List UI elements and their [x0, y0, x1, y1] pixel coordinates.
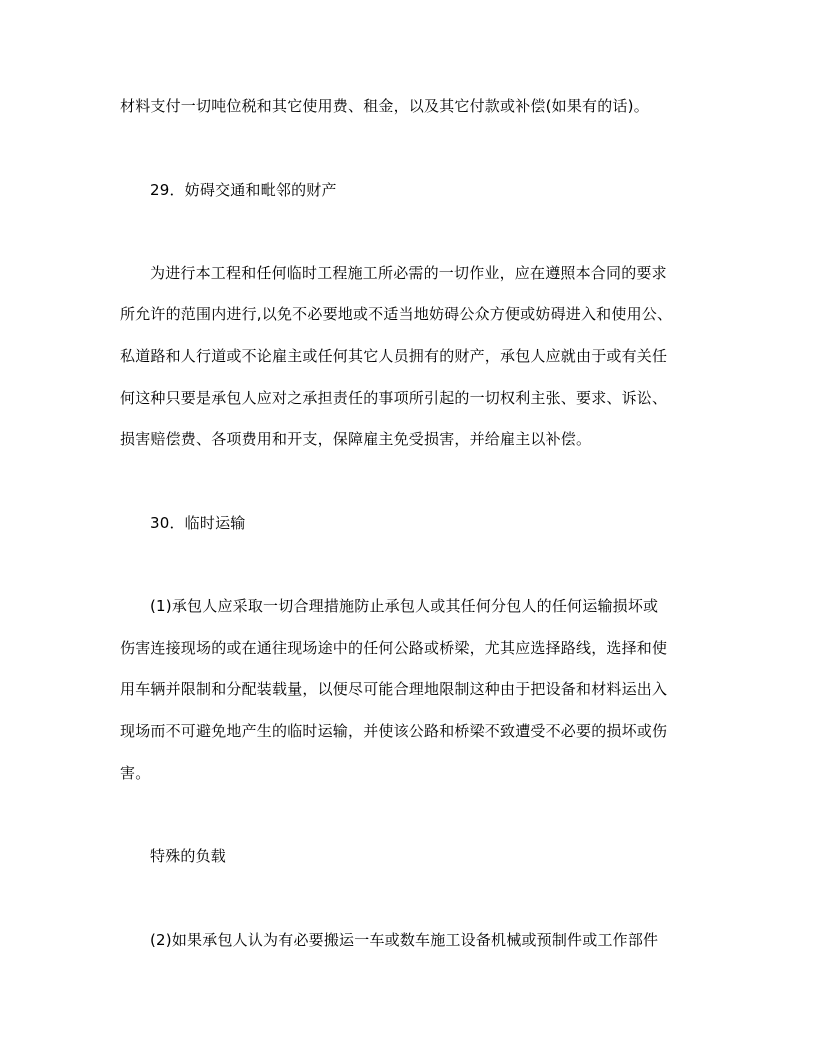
paragraph-line: 用车辆并限制和分配装载量，以便尽可能合理地限制这种由于把设备和材料运出入 — [120, 680, 668, 698]
section-heading-29: 29．妨碍交通和毗邻的财产 — [150, 181, 337, 199]
subheading-special-loads: 特殊的负载 — [150, 847, 227, 865]
paragraph-line: (2)如果承包人认为有必要搬运一车或数车施工设备机械或预制件或工作部件 — [150, 931, 659, 949]
paragraph-line: 为进行本工程和任何临时工程施工所必需的一切作业，应在遵照本合同的要求 — [150, 264, 667, 282]
paragraph-line: (1)承包人应采取一切合理措施防止承包人或其任何分包人的任何运输损坏或 — [150, 597, 659, 615]
paragraph-line: 材料支付一切吨位税和其它使用费、租金，以及其它付款或补偿(如果有的话)。 — [120, 97, 649, 115]
paragraph-line: 何这种只要是承包人应对之承担责任的事项所引起的一切权利主张、要求、诉讼、 — [120, 389, 668, 407]
paragraph-line: 害。 — [120, 764, 151, 782]
paragraph-line: 现场而不可避免地产生的临时运输，并使该公路和桥梁不致遭受不必要的损坏或伤 — [120, 722, 668, 740]
paragraph-line: 伤害连接现场的或在通往现场途中的任何公路或桥梁，尤其应选择路线，选择和使 — [120, 639, 668, 657]
paragraph-line: 私道路和人行道或不论雇主或任何其它人员拥有的财产，承包人应就由于或有关任 — [120, 347, 668, 365]
paragraph-line: 损害赔偿费、各项费用和开支，保障雇主免受损害，并给雇主以补偿。 — [120, 430, 592, 448]
paragraph-line: 所允许的范围内进行,以免不必要地或不适当地妨碍公众方便或妨碍进入和使用公、 — [120, 305, 673, 323]
section-heading-30: 30．临时运输 — [150, 514, 246, 532]
